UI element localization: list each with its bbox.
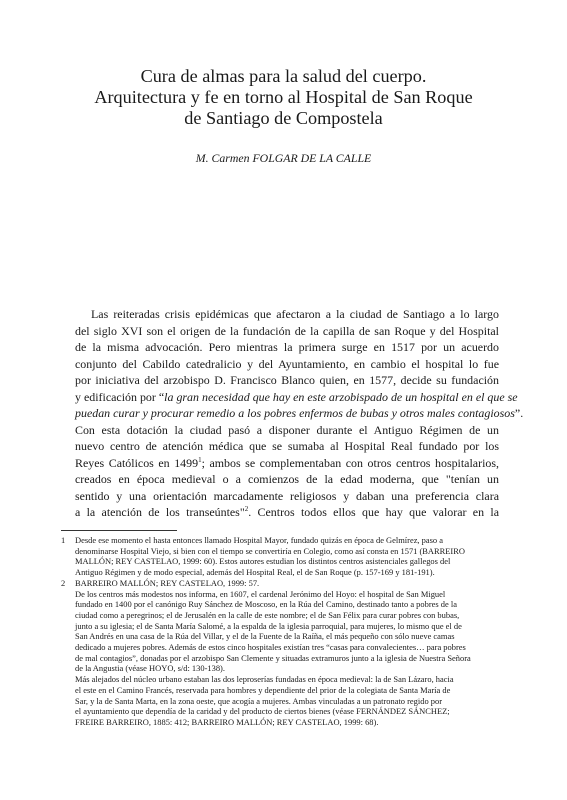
body-line (75, 455, 499, 472)
body-text-run: ; ambos se complementaban con otros centros hospitalarios, (201, 455, 499, 470)
quote-italic: la gran necesidad que hay en este arzobispado de un hospital en el que se (164, 389, 518, 404)
footnote-separator (61, 530, 177, 531)
footnote-line: el este en el Camino Francés, reservada para hombres y dependiente del prior de la colegiata de Santa María de (75, 684, 451, 695)
footnote-line: Más alejados del núcleo urbano estaban las dos leproserías fundadas en época medieval: la de San Lázaro, hacia (75, 674, 454, 685)
footnote-2 (61, 578, 501, 728)
body-line (75, 504, 499, 521)
footnote-line: de mal contagios”, donadas por el arzobispo San Clemente y situadas extramuros junto a la iglesia de Nuestra Señora (75, 652, 471, 663)
footnotes (61, 535, 501, 728)
title-line-1: Cura de almas para la salud del cuerpo. (140, 66, 427, 86)
body-text-run: ”. (514, 406, 524, 420)
footnote-line: de la Angustia (véase HOYO, s/d: 130-138). (75, 663, 225, 674)
footnote-line: Sar, y la de Santa Marta, en la zona oeste, que acogía a mujeres. Ambas vinculadas a un patronato regido por (75, 695, 443, 706)
body-line: Con esta dotación la ciudad pasó a disponer durante el Antiguo Régimen de un (75, 422, 499, 437)
body-line: del siglo XVI son el origen de la fundación de la capilla de san Roque y del Hospital (75, 323, 499, 338)
body-text-run: a la atención de los transeúntes" (75, 505, 245, 519)
title-line-3: de Santiago de Compostela (184, 108, 383, 128)
author-name: M. Carmen FOLGAR DE LA CALLE (195, 151, 372, 165)
footnote-line: BARREIRO MALLÓN; REY CASTELAO, 1999: 57. (75, 577, 260, 588)
body-line (75, 389, 518, 406)
footnote-ref-1[interactable]: 1 (198, 455, 202, 464)
body-line: Las reiteradas crisis epidémicas que afectaron a la ciudad de Santiago a lo largo (91, 307, 499, 321)
footnote-ref-2[interactable]: 2 (244, 505, 249, 514)
body-line: sentido y una orientación marcadamente religiosos y daban una preferencia clara (75, 488, 499, 503)
article-title (0, 66, 567, 129)
body-line: nuevo centro de atención médica que se sumaba al Hospital Real fundado por los (75, 439, 499, 453)
title-line-2: Arquitectura y fe en torno al Hospital de San Roque (94, 87, 473, 107)
footnote-line: dedicado a mujeres pobres. Además de estos cinco hospitales existían tres “casas para convalecientes… para pobres (75, 642, 466, 653)
footnote-line: junto a su iglesia; el de Santa María Salomé, a la espalda de la iglesia parroquial, para mujeres, lo mismo que el de (75, 620, 462, 631)
footnote-line: FREIRE BARREIRO, 1885: 412; BARREIRO MALLÓN; REY CASTELAO, 1999: 68). (75, 716, 379, 727)
footnote-line: MALLÓN; REY CASTELAO, 1999: 60). Estos autores estudian los distintos centros asistenciales gallegos del (75, 556, 451, 567)
body-line (75, 405, 524, 422)
body-line: conjunto del Cabildo catedralicio y del Ayuntamiento, en cambio el hospital lo fue (75, 356, 499, 371)
body-line: de la misma advocación. Pero mientras la primera surge en 1517 por un acuerdo (75, 340, 499, 354)
body-line: por iniciativa del arzobispo D. Francisco Blanco quien, en 1577, decide su fundación (75, 373, 499, 387)
footnote-number: 2 (61, 577, 66, 588)
body-paragraph (75, 306, 524, 521)
footnote-line: Desde ese momento el hasta entonces llamado Hospital Mayor, fundado quizás en época de Gelmírez, paso a (75, 535, 443, 545)
footnote-line: denominarse Hospital Viejo, si bien con el tiempo se convertiría en Colegio, como así consta en 1571 (BARREIRO (75, 545, 465, 556)
footnote-line: el ayuntamiento que dependía de la caridad y del producto de ciertos bienes (véase FERNÁNDEZ SÁNCHEZ; (75, 706, 450, 717)
footnote-line: Antiguo Régimen y de modo especial, además del Hospital Real, el de San Roque (p. 157-169 y 181-191). (75, 567, 435, 578)
footnote-line: San Andrés en una casa de la Rúa del Villar, y el de la Fuente de la Raíña, el más pequeño con sólo nueve camas (75, 631, 455, 642)
footnote-line: fundado en 1400 por el canónigo Ruy Sánchez de Moscoso, en la Rúa del Camino, destinado tanto a pobres de la (75, 599, 457, 610)
footnote-line: De los centros más modestos nos informa, en 1607, el cardenal Jerónimo del Hoyo: el hospital de San Miguel (75, 588, 446, 599)
quote-italic: puedan curar y procurar remedio a los pobres enfermos de bubas y otros males contagiosos (75, 406, 515, 420)
body-line: creados en época medieval o a comienzos de la edad moderna, que "tenían un (75, 472, 499, 486)
body-text-run: y edificación por “ (75, 389, 165, 404)
footnote-line: ciudad como a peregrinos; el de Jerusalén en la calle de este nombre; el de San Félix para curar pobres con bubas, (75, 609, 460, 620)
footnote-number: 1 (61, 535, 66, 545)
footnote-1 (61, 535, 501, 578)
body-text-run: Reyes Católicos en 1499 (75, 455, 199, 470)
body-text-run: . Centros todos ellos que hay que valorar en la (248, 505, 499, 519)
